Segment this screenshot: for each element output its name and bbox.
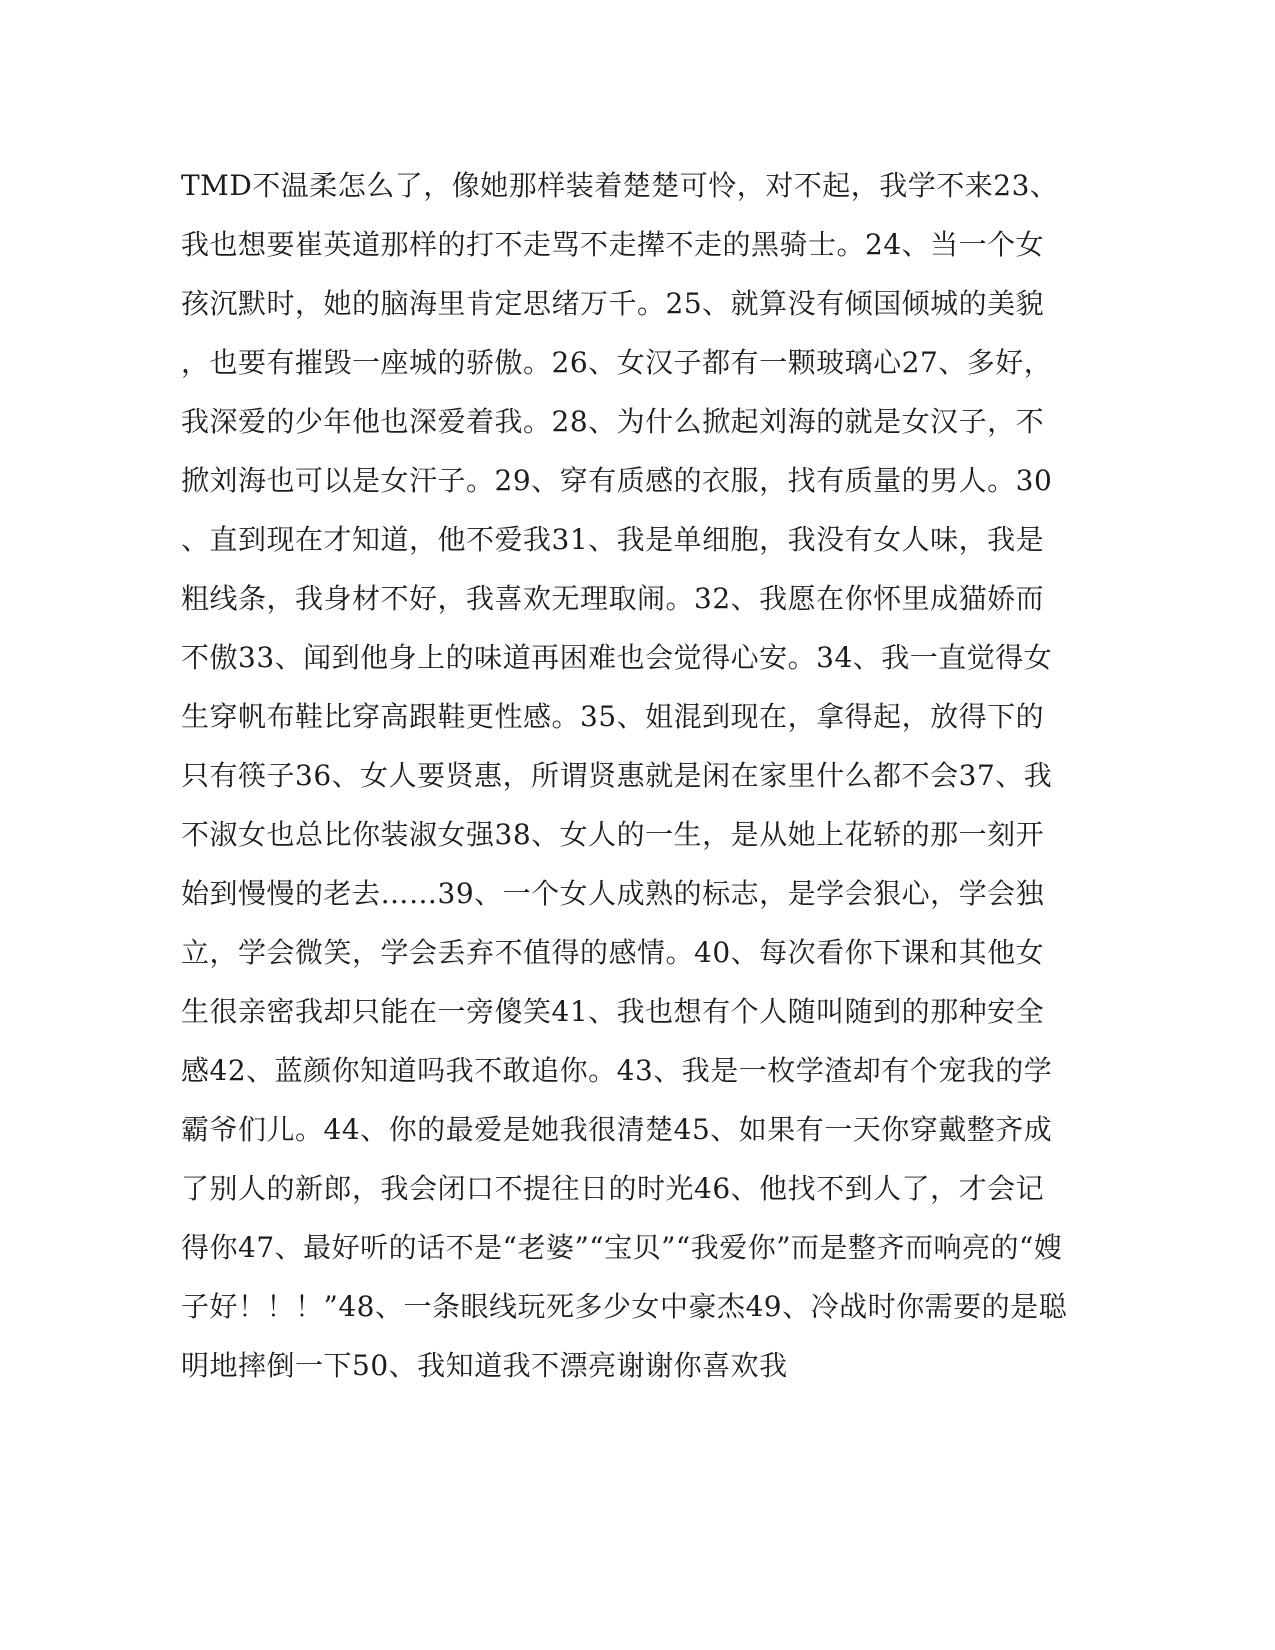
- text-line: 、直到现在才知道，他不爱我31、我是单细胞，我没有女人味，我是: [181, 523, 1045, 556]
- text-line: 得你47、最好听的话不是“老婆”“宝贝”“我爱你”而是整齐而响亮的“嫂: [181, 1231, 1063, 1264]
- text-line: 霸爷们儿。44、你的最爱是她我很清楚45、如果有一天你穿戴整齐成: [181, 1113, 1053, 1146]
- text-line: 明地摔倒一下50、我知道我不漂亮谢谢你喜欢我: [181, 1349, 788, 1382]
- text-line: 孩沉默时，她的脑海里肯定思绪万千。25、就算没有倾国倾城的美貌: [181, 287, 1045, 320]
- text-line: 粗线条，我身材不好，我喜欢无理取闹。32、我愿在你怀里成猫娇而: [181, 582, 1045, 615]
- body-text: [181, 156, 1068, 1395]
- text-line: 生很亲密我却只能在一旁傻笑41、我也想有个人随叫随到的那种安全: [181, 995, 1045, 1028]
- text-line: TMD不温柔怎么了，像她那样装着楚楚可怜，对不起，我学不来23、: [181, 169, 1059, 202]
- text-line: 不傲33、闻到他身上的味道再困难也会觉得心安。34、我一直觉得女: [181, 641, 1053, 674]
- text-line: 感42、蓝颜你知道吗我不敢追你。43、我是一枚学渣却有个宠我的学: [181, 1054, 1053, 1087]
- text-line: 只有筷子36、女人要贤惠，所谓贤惠就是闲在家里什么都不会37、我: [181, 759, 1053, 792]
- text-line: 我也想要崔英道那样的打不走骂不走撵不走的黑骑士。24、当一个女: [181, 228, 1045, 261]
- text-line: 我深爱的少年他也深爱着我。28、为什么掀起刘海的就是女汉子，不: [181, 405, 1045, 438]
- text-line: 子好！！！”48、一条眼线玩死多少女中豪杰49、冷战时你需要的是聪: [181, 1290, 1068, 1323]
- text-line: 掀刘海也可以是女汗子。29、穿有质感的衣服，找有质量的男人。30: [181, 464, 1053, 497]
- text-line: 不淑女也总比你装淑女强38、女人的一生，是从她上花轿的那一刻开: [181, 818, 1045, 851]
- text-line: 了别人的新郎，我会闭口不提往日的时光46、他找不到人了，才会记: [181, 1172, 1045, 1205]
- text-line: 始到慢慢的老去……39、一个女人成熟的标志，是学会狠心，学会独: [181, 877, 1045, 910]
- text-line: ，也要有摧毁一座城的骄傲。26、女汉子都有一颗玻璃心27、多好，: [181, 346, 1053, 379]
- text-line: 立，学会微笑，学会丢弃不值得的感情。40、每次看你下课和其他女: [181, 936, 1045, 969]
- text-line: 生穿帆布鞋比穿高跟鞋更性感。35、姐混到现在，拿得起，放得下的: [181, 700, 1045, 733]
